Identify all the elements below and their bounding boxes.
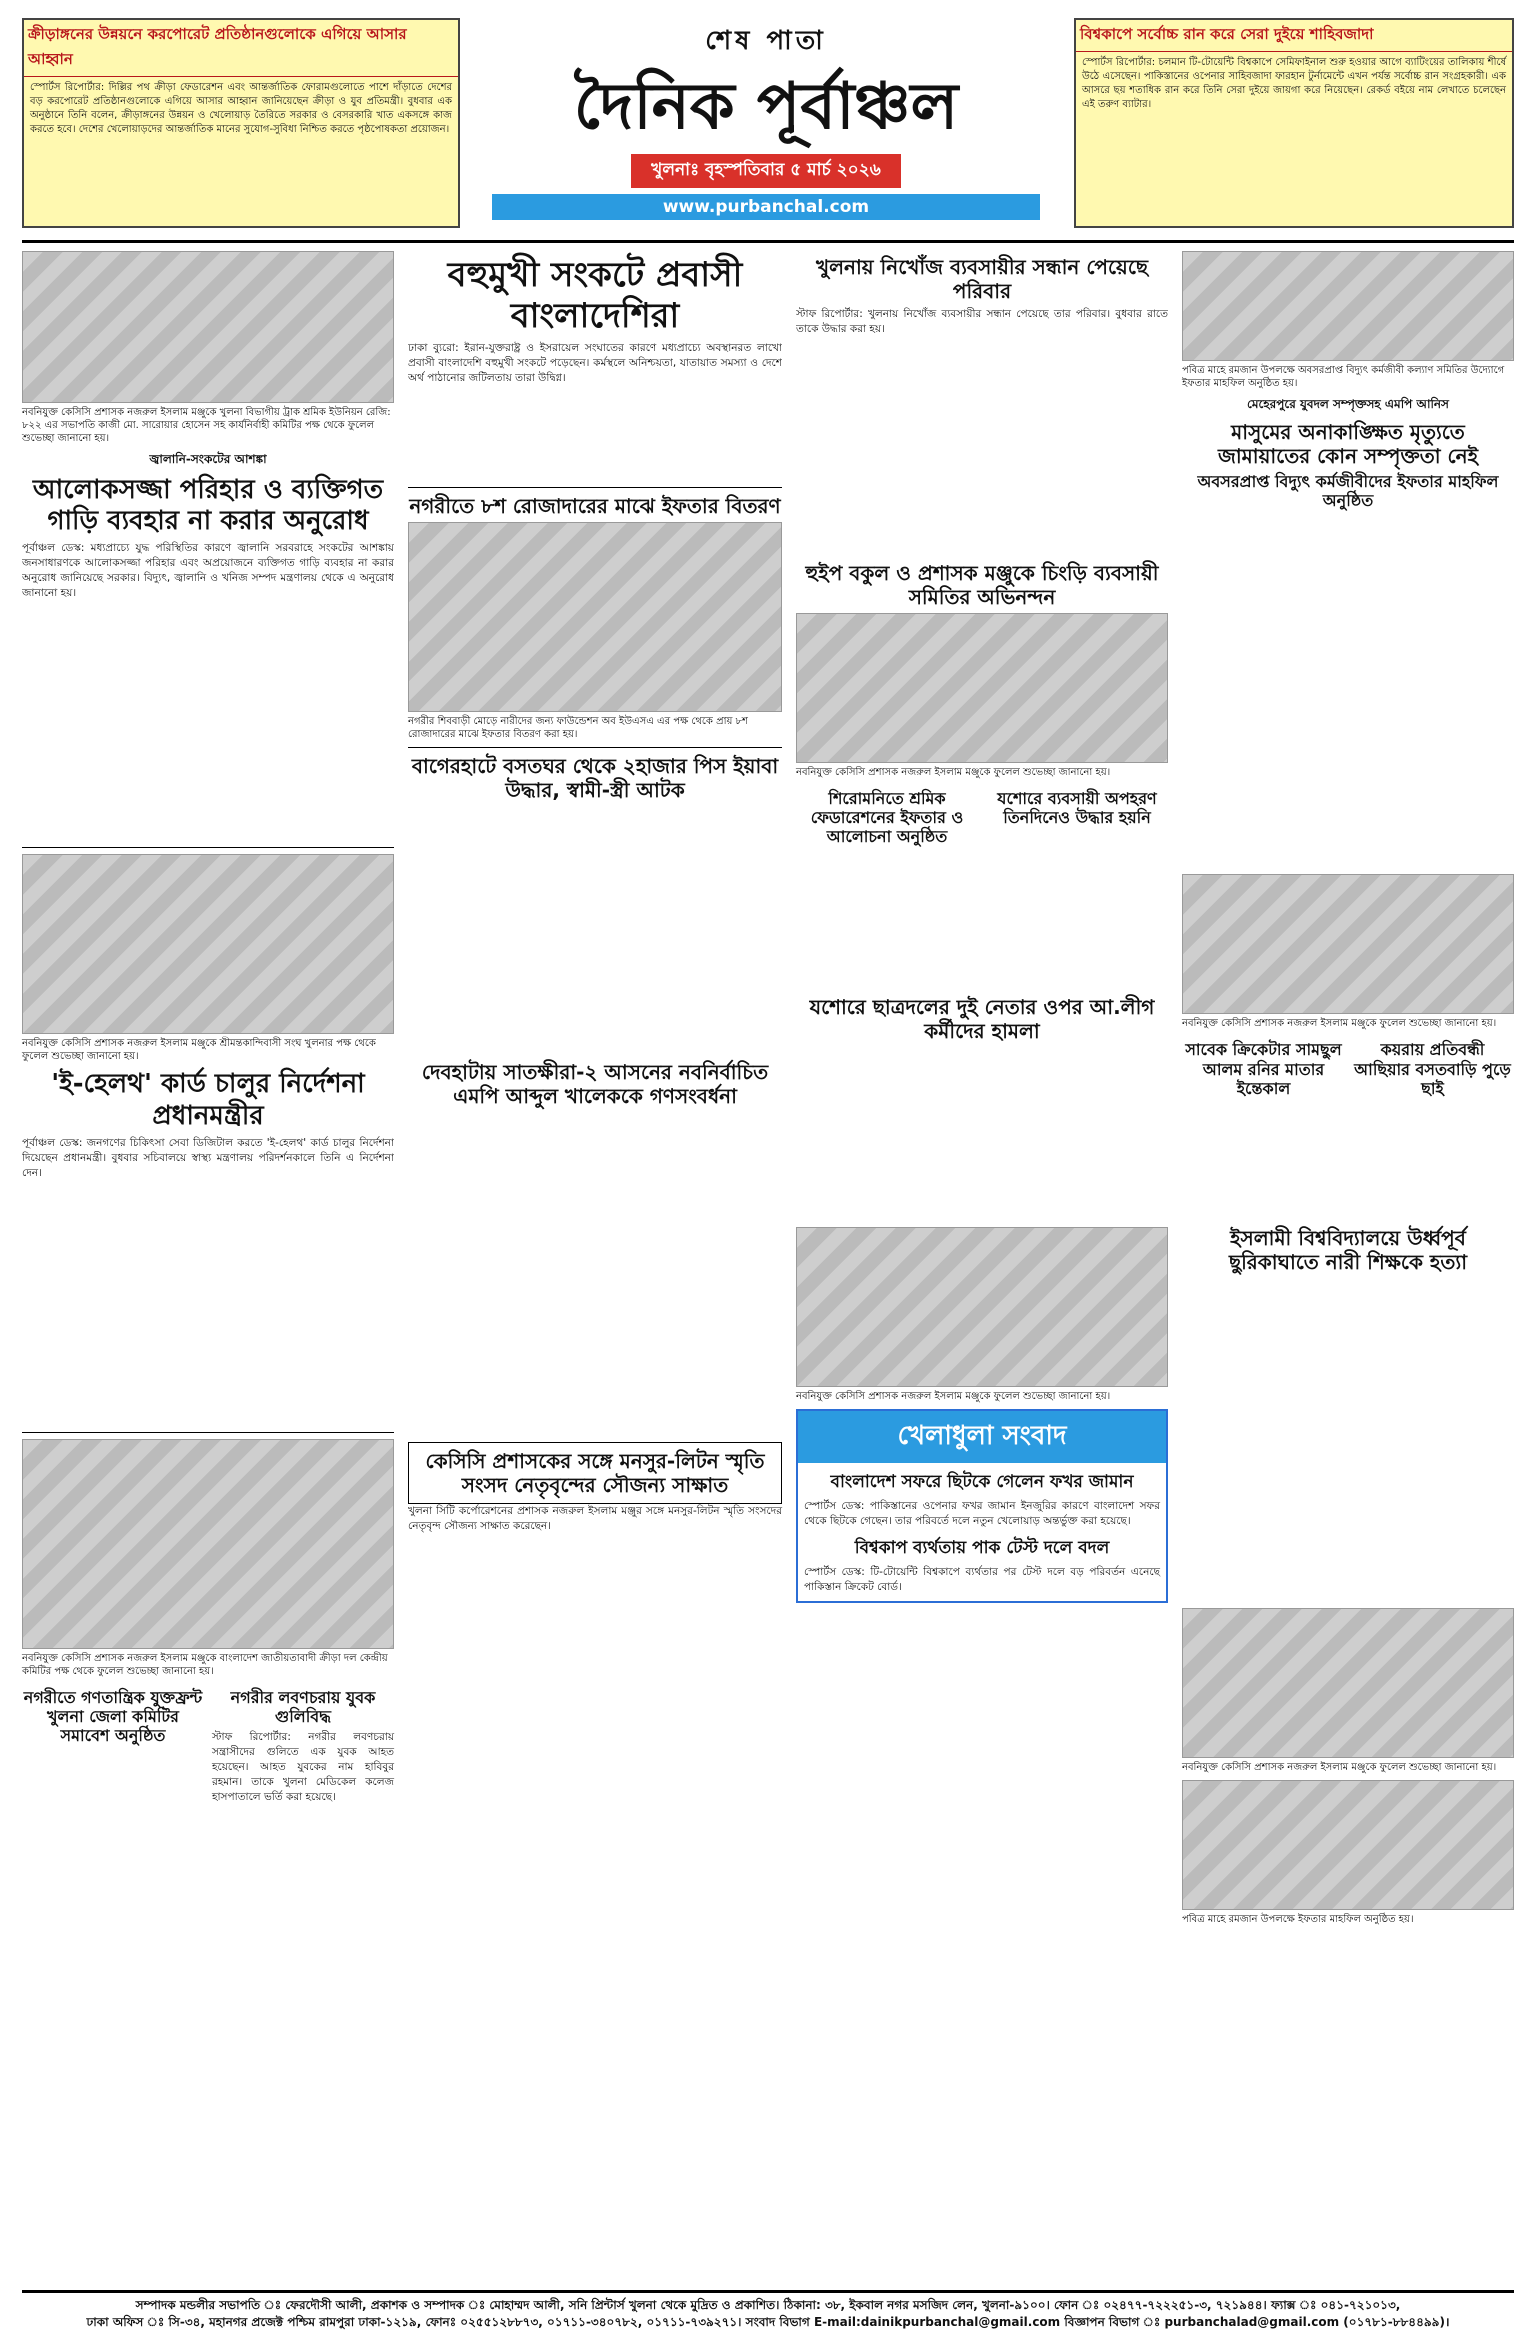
article-body: পূর্বাঞ্চল ডেস্ক: জনগণের চিকিৎসা সেবা ডিজিটাল করতে 'ই-হেলথ' কার্ড চালুর নির্দেশনা দিয়েছেন প্রধানমন্ত্রী। বুধবার সচিবালয়ে স্বাস্থ্য মন্ত্রণালয় পরিদর্শনকালে তিনি এ নির্দেশনা দেন। <box>22 1136 394 1179</box>
lead-headline[interactable]: বহুমুখী সংকটে প্রবাসী বাংলাদেশিরা <box>447 255 743 336</box>
spacer <box>408 806 782 1056</box>
headline[interactable]: যশোরে ব্যবসায়ী অপহরণ তিনদিনেও উদ্ধার হয়নি <box>997 789 1157 828</box>
sports-body: স্পোর্টস ডেস্ক: টি-টোয়েন্টি বিশ্বকাপে ব্যর্থতার পর টেস্ট দলে বড় পরিবর্তন এনেছে পাকিস্তান ক্রিকেট বোর্ড। <box>804 1565 1160 1593</box>
article-body: খুলনা সিটি কর্পোরেশনের প্রশাসক নজরুল ইসলাম মঞ্জুর সঙ্গে মনসুর-লিটন স্মৃতি সংসদের নেতৃবৃন্দ সৌজন্য সাক্ষাত করেছেন। <box>408 1504 782 1532</box>
headline[interactable]: অবসরপ্রাপ্ত বিদ্যুৎ কর্মজীবীদের ইফতার মাহফিল অনুষ্ঠিত <box>1197 472 1499 511</box>
photo-caption: নবনিযুক্ত কেসিসি প্রশাসক নজরুল ইসলাম মঞ্জুকে ফুলেল শুভেচ্ছা জানানো হয়। <box>796 767 1111 778</box>
newspaper-logo: দৈনিক পূর্বাঞ্চল <box>573 69 959 144</box>
news-photo <box>796 613 1168 763</box>
article-body: স্টাফ রিপোর্টার: নগরীর লবণচরায় সন্ত্রাসীদের গুলিতে এক যুবক আহত হয়েছেন। আহত যুবকের নাম হাবিবুর রহমান। তাকে খুলনা মেডিকেল কলেজ হাসপাতালে ভর্তি করা হয়েছে। <box>212 1731 394 1804</box>
photo-caption: নবনিযুক্ত কেসিসি প্রশাসক নজরুল ইসলাম মঞ্জুকে খুলনা বিভাগীয় ট্রাক শ্রমিক ইউনিয়ন রেজি: ৮২২ এর সভাপতি কাজী মো. সারোয়ার হোসেন সহ কার্যনির্বাহী কমিটির পক্ষ থেকে ফুলেল শুভেচ্ছা জানানো হয়। <box>22 407 391 444</box>
story-left <box>22 1684 204 1805</box>
headline[interactable]: খুলনায় নিখোঁজ ব্যবসায়ীর সন্ধান পেয়েছে পরিবার <box>816 255 1148 303</box>
section-label: শেষ পাতা <box>705 26 827 56</box>
spacer <box>1182 514 1514 874</box>
headline[interactable]: হুইপ বকুল ও প্রশাসক মঞ্জুকে চিংড়ি ব্যবসায়ী সমিতির অভিনন্দন <box>805 561 1159 609</box>
headline[interactable]: সাবেক ক্রিকেটার সামছুল আলম রনির মাতার ইন্তেকাল <box>1185 1040 1342 1098</box>
headline[interactable]: শিরোমনিতে শ্রমিক ফেডারেশনের ইফতার ও আলোচনা অনুষ্ঠিত <box>810 789 964 847</box>
bottom-stories <box>22 1684 394 1805</box>
news-photo <box>408 522 782 712</box>
sports-headline[interactable]: বিশ্বকাপ ব্যর্থতায় পাক টেস্ট দলে বদল <box>854 1537 1110 1558</box>
divider <box>22 1432 394 1433</box>
split-stories <box>1182 1036 1514 1102</box>
top-left-body: স্পোর্টস রিপোর্টার: দিল্লির পথ ক্রীড়া ফেডারেশন এবং আন্তর্জাতিক ফোরামগুলোতে পাশে দাঁড়াতে দেশের বড় করপোরেট প্রতিষ্ঠানগুলোকে এগিয়ে আসার আহ্বান জানিয়েছেন ক্রীড়া ও যুব প্রতিমন্ত্রী। বুধবার এক অনুষ্ঠানে তিনি বলেন, ক্রীড়াঙ্গনের উন্নয়ন ও খেলোয়াড় তৈরিতে সরকার ও বেসরকারি খাত একসঙ্গে কাজ করতে হবে। দেশের খেলোয়াড়দের আন্তর্জাতিক মানের সুযোগ-সুবিধা নিশ্চিত করতে পৃষ্ঠপোষকতা প্রয়োজন। <box>30 82 452 135</box>
top-right-news-box <box>1074 18 1514 228</box>
headline[interactable]: নগরীতে গণতান্ত্রিক যুক্তফ্রন্ট খুলনা জেলা কমিটির সমাবেশ অনুষ্ঠিত <box>23 1687 203 1746</box>
spacer <box>408 1112 782 1442</box>
news-photo <box>22 1439 394 1649</box>
top-left-news-box <box>22 18 460 228</box>
column-1 <box>22 251 394 1805</box>
masthead <box>492 18 1040 220</box>
article-body: স্টাফ রিপোর্টার: খুলনায় নিখোঁজ ব্যবসায়ীর সন্ধান পেয়েছে তার পরিবার। বুধবার রাতে তাকে উদ্ধার করা হয়। <box>796 308 1168 335</box>
top-right-headline: বিশ্বকাপে সর্বোচ্চ রান করে সেরা দুইয়ে শাহিবজাদা <box>1076 20 1512 52</box>
page-body <box>22 243 1514 2283</box>
photo-caption: পবিত্র মাহে রমজান উপলক্ষে অবসরপ্রাপ্ত বিদ্যুৎ কর্মজীবী কল্যাণ সমিতির উদ্যোগে ইফতার মাহফিল অনুষ্ঠিত হয়। <box>1182 365 1505 389</box>
kicker: জ্বালানি-সংকটের আশঙ্কা <box>149 452 267 466</box>
column-4 <box>1182 251 1514 1932</box>
sports-title: খেলাধুলা সংবাদ <box>798 1411 1166 1463</box>
news-photo <box>1182 251 1514 361</box>
divider <box>408 747 782 748</box>
sports-section <box>796 1409 1168 1603</box>
website-link[interactable]: www.purbanchal.com <box>492 194 1040 220</box>
boxed-story <box>408 1442 782 1504</box>
top-right-body: স্পোর্টস রিপোর্টার: চলমান টি-টোয়েন্টি বিশ্বকাপে সেমিফাইনাল শুরু হওয়ার আগে ব্যাটিংয়ের তালিকায় শীর্ষে উঠে এসেছেন। পাকিস্তানের ওপেনার সাহিবজাদা ফারহান টুর্নামেন্টে এখন পর্যন্ত সর্বোচ্চ রান সংগ্রহকারী। এক আসরে ছয় শতাধিক রান করে তিনি সেরা দুইয়ে জায়গা করে নিয়েছেন। রেকর্ড বইয়ে নাম লেখাতে চলেছেন এই তরুণ ব্যাটার। <box>1082 57 1506 110</box>
photo-caption: নবনিযুক্ত কেসিসি প্রশাসক নজরুল ইসলাম মঞ্জুকে ফুলেল শুভেচ্ছা জানানো হয়। <box>1182 1761 1497 1773</box>
photo-caption: নবনিযুক্ত কেসিসি প্রশাসক নজরুল ইসলাম মঞ্জুকে ফুলেল শুভেচ্ছা জানানো হয়। <box>1182 1018 1497 1030</box>
kicker: মেহেরপুরে যুবদল সম্পৃক্তসহ এমপি আনিস <box>1247 397 1449 411</box>
headline[interactable]: ইসলামী বিশ্ববিদ্যালয়ে উর্ধ্বপূর্ব ছুরিকাঘাতে নারী শিক্ষকে হত্যা <box>1228 1225 1468 1274</box>
news-photo <box>796 1227 1168 1387</box>
sports-headline[interactable]: বাংলাদেশ সফরে ছিটকে গেলেন ফখর জামান <box>830 1471 1134 1492</box>
top-left-headline: ক্রীড়াঙ্গনের উন্নয়নে করপোরেট প্রতিষ্ঠানগুলোকে এগিয়ে আসার আহ্বান <box>24 20 458 77</box>
headline[interactable]: 'ই-হেলথ' কার্ড চালুর নির্দেশনা প্রধানমন্ত্রীর <box>51 1069 365 1131</box>
spacer <box>796 1047 1168 1227</box>
footer-line-2: ঢাকা অফিস ঃ সি-৩৪, মহানগর প্রজেক্ট পশ্চিম রামপুরা ঢাকা-১২১৯, ফোনঃ ০২৫৫১২৮৮৭৩, ০১৭১১-৩৪০৭৮২, ০১৭১১-৭৩৯২৭১। সংবাদ বিভাগ E-mail:dainikpurbanchal@gmail.com বিজ্ঞাপন বিভাগ ঃ purbanchalad@gmail.com (০১৭৮১-৮৮৪৪৯৯)। <box>86 2315 1450 2329</box>
column-2 <box>408 251 782 1534</box>
sports-body: স্পোর্টস ডেস্ক: পাকিস্তানের ওপেনার ফখর জামান ইনজুরির কারণে বাংলাদেশ সফর থেকে ছিটকে গেছেন। তার পরিবর্তে দলে নতুন খেলোয়াড় অন্তর্ভুক্ত করা হয়েছে। <box>804 1499 1160 1527</box>
dateline: খুলনাঃ বৃহস্পতিবার ৫ মার্চ ২০২৬ <box>631 154 901 188</box>
article-body: পূর্বাঞ্চল ডেস্ক: মধ্যপ্রাচ্যে যুদ্ধ পরিস্থিতির কারণে জ্বালানি সরবরাহে সংকটের আশঙ্কায় জনসাধারণকে আলোকসজ্জা পরিহার এবং অপ্রয়োজনে ব্যক্তিগত গাড়ি ব্যবহার না করার অনুরোধ জানিয়েছে সরকার। বিদ্যুৎ, জ্বালানি ও খনিজ সম্পদ মন্ত্রণালয় থেকে এ অনুরোধ জানানো হয়। <box>22 542 394 600</box>
photo-caption: পবিত্র মাহে রমজান উপলক্ষে ইফতার মাহফিল অনুষ্ঠিত হয়। <box>1182 1913 1414 1925</box>
masthead-area <box>22 18 1514 243</box>
news-photo <box>1182 1780 1514 1910</box>
imprint-footer <box>22 2290 1514 2331</box>
footer-line-1: সম্পাদক মন্ডলীর সভাপতি ঃ ফেরদৌসী আলী, প্রকাশক ও সম্পাদক ঃ মোহাম্মদ আলী, সনি প্রিন্টার্স খুলনা থেকে মুদ্রিত ও প্রকাশিত। ঠিকানা: ৩৮, ইকবাল নগর মসজিদ লেন, খুলনা-৯১০০। ফোন ঃ ০২৪৭৭-৭২২২৫১-৩, ৭২১৯৪৪। ফ্যাক্স ঃ ০৪১-৭২১০১৩, <box>135 2298 1401 2312</box>
article-body: ঢাকা ব্যুরো: ইরান-যুক্তরাষ্ট্র ও ইসরায়েল সংঘাতের কারণে মধ্যপ্রাচ্যে অবস্থানরত লাখো প্রবাসী বাংলাদেশি বহুমুখী সংকটে পড়েছেন। কর্মস্থলে অনিশ্চয়তা, যাতায়াত সমস্যা ও দেশে অর্থ পাঠানোর জটিলতায় তারা উদ্বিগ্ন। <box>408 341 782 384</box>
news-photo <box>1182 1608 1514 1758</box>
divider <box>408 487 782 488</box>
spacer <box>1182 1278 1514 1608</box>
spacer <box>1182 1102 1514 1222</box>
headline[interactable]: কেসিসি প্রশাসকের সঙ্গে মনসুর-লিটন স্মৃতি সংসদ নেতৃবৃন্দের সৌজন্য সাক্ষাত <box>425 1448 765 1497</box>
headline[interactable]: কয়রায় প্রতিবন্ধী আছিয়ার বসতবাড়ি পুড়ে ছাই <box>1354 1040 1511 1098</box>
headline[interactable]: নগরীর লবণচরায় যুবক গুলিবিদ্ধ <box>230 1687 376 1726</box>
divider <box>22 847 394 848</box>
headline[interactable]: আলোকসজ্জা পরিহার ও ব্যক্তিগত গাড়ি ব্যবহার না করার অনুরোধ <box>32 475 384 537</box>
headline[interactable]: দেবহাটায় সাতক্ষীরা-২ আসনের নবনির্বাচিত এমপি আব্দুল খালেককে গণসংবর্ধনা <box>421 1059 769 1108</box>
photo-caption: নবনিযুক্ত কেসিসি প্রশাসক নজরুল ইসলাম মঞ্জুকে বাংলাদেশ জাতীয়তাবাদী ক্রীড়া দল কেন্দ্রীয় কমিটির পক্ষ থেকে ফুলেল শুভেচ্ছা জানানো হয়। <box>22 1652 388 1677</box>
news-photo <box>1182 874 1514 1014</box>
split-stories <box>796 785 1168 851</box>
news-photo <box>22 251 394 403</box>
photo-caption: নবনিযুক্ত কেসিসি প্রশাসক নজরুল ইসলাম মঞ্জুকে শ্রীমন্তকান্দিবাসী সংঘ খুলনার পক্ষ থেকে ফুলেল শুভেচ্ছা জানানো হয়। <box>22 1038 376 1063</box>
headline[interactable]: মাসুমের অনাকাঙ্ক্ষিত মৃত্যুতে জামায়াতের কোন সম্পৃক্ততা নেই <box>1217 420 1479 468</box>
spacer <box>796 851 1168 991</box>
photo-caption: নগরীর শিববাড়ী মোড়ে নারীদের জন্য ফাউন্ডেশন অব ইউএসএ এর পক্ষ থেকে প্রায় ৮শ রোজাদারের মাঝে ইফতার বিতরণ করা হয়। <box>408 715 748 740</box>
story-right <box>212 1684 394 1805</box>
news-photo <box>22 854 394 1034</box>
headline[interactable]: বাগেরহাটে বসতঘর থেকে ২হাজার পিস ইয়াবা উদ্ধার, স্বামী-স্ত্রী আটক <box>411 753 779 802</box>
headline[interactable]: যশোরে ছাত্রদলের দুই নেতার ওপর আ.লীগ কর্মীদের হামলা <box>809 994 1155 1043</box>
column-3 <box>796 251 1168 1603</box>
photo-caption: নবনিযুক্ত কেসিসি প্রশাসক নজরুল ইসলাম মঞ্জুকে ফুলেল শুভেচ্ছা জানানো হয়। <box>796 1390 1111 1402</box>
headline[interactable]: নগরীতে ৮শ রোজাদারের মাঝে ইফতার বিতরণ <box>409 493 781 518</box>
